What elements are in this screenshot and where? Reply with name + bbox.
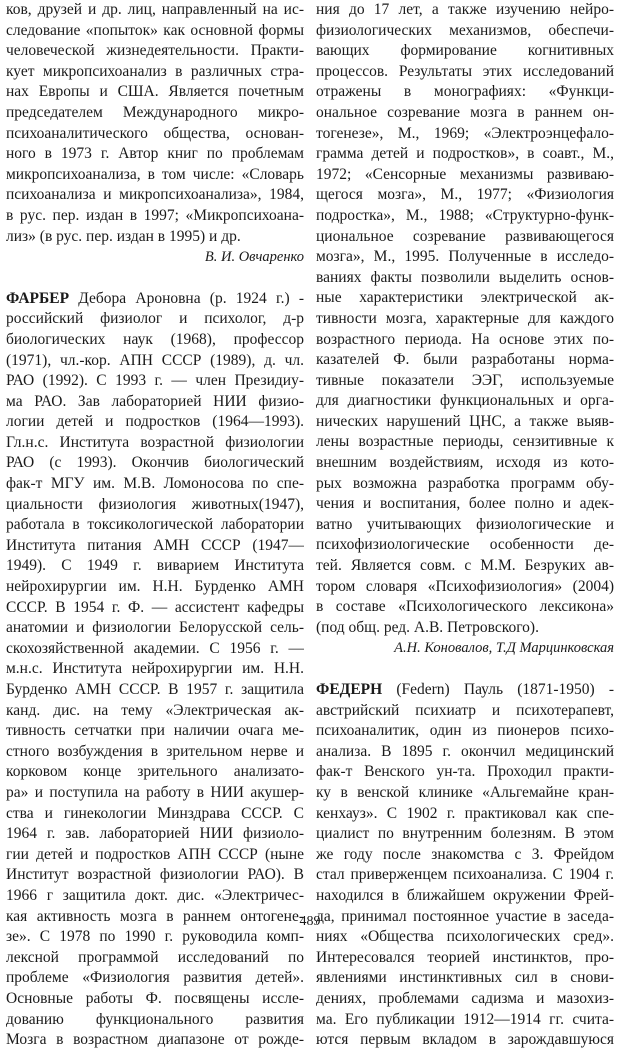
text-line: 1964 г. зав. лабораторией НИИ физиоло-	[6, 825, 304, 843]
text-line: российский физиолог и психолог, д-р	[6, 310, 304, 328]
entry-federn	[316, 680, 614, 1051]
text-line: работала в токсикологической лаборатории	[6, 516, 304, 534]
text-line: 1966 г защитила докт. дис. «Электричес-	[6, 886, 304, 904]
text-line: тей. Является совм. с М.М. Безруких ав-	[316, 557, 614, 575]
text-line: тивность сетчатки при наличии очага ме-	[6, 722, 304, 740]
text-line: (1971), чл.-кор. АПН СССР (1989), д. чл.	[6, 351, 304, 369]
text-line: лиз» (в рус. пер. издан в 1995) и др.	[6, 227, 241, 245]
text-line: отражены в монографиях: «Функци-	[316, 83, 614, 101]
text-line: лексной программой исследований по	[6, 948, 304, 966]
text-line: ков, друзей и др. лиц, направленный на ис-	[6, 1, 304, 18]
text-line: тором словаря «Психофизиология» (2004)	[316, 577, 614, 595]
text-line: дованию функционального развития	[6, 1010, 304, 1028]
text-line: человеческой жизнедеятельности. Практи-	[6, 42, 304, 60]
author-signature: А.Н. Коновалов, Т.Д Марцинковская	[394, 640, 614, 657]
left-column	[6, 0, 304, 1051]
entry-first-line-rest: Дебора Ароновна (р. 1924 г.) -	[69, 289, 304, 307]
text-line: кая активность мозга в раннем онтогене-	[6, 907, 304, 925]
text-line: в составе «Психологического лексикона»	[316, 598, 614, 616]
text-line: председателем Международного микро-	[6, 103, 304, 121]
text-line: СССР. В 1954 г. Ф. — ассистент кафедры	[6, 598, 304, 616]
text-line: кует микропсихоанализ в различных стра-	[6, 62, 304, 80]
text-line: физиологических механизмов, обеспечи-	[316, 21, 614, 39]
text-line: м.н.с. Института нейрохирургии им. Н.Н.	[6, 660, 304, 678]
text-line: для диагностики функциональных и орга-	[316, 392, 614, 410]
text-line: Интересовался теорией инстинктов, про-	[316, 948, 614, 966]
text-line: психофизиологические особенности де-	[316, 536, 614, 554]
text-line: Института питания АМН СССР (1947—	[6, 536, 304, 554]
text-line: РАО (1992). С 1993 г. — член Президиу-	[6, 372, 304, 390]
text-line: фак-т МГУ им. М.В. Ломоносова по спе-	[6, 475, 304, 493]
text-line: ные характеристики электрической ак-	[316, 289, 614, 307]
page-number: 489	[299, 914, 321, 929]
text-line: тивные показатели ЭЭГ, используемые	[316, 371, 614, 389]
text-line: кенхауз». С 1902 г. практиковал как спе-	[316, 804, 614, 822]
text-line: же году после знакомства с З. Фрейдом	[316, 845, 614, 863]
entry-first-line	[6, 289, 304, 310]
text-line: внешним воздействиям, исходя из кото-	[316, 454, 614, 472]
text-line: циальности физиология животных(1947),	[6, 495, 304, 513]
text-line: скохозяйственной академии. С 1956 г. —	[6, 639, 304, 657]
text-line: ма. Его публикации 1912—1914 гг. счита-	[316, 1010, 614, 1028]
text-line: психоанализа и микропсихоанализа», 1984,	[6, 186, 304, 204]
entry-first-line	[316, 680, 614, 701]
text-line: лены возрастные периоды, сензитивные к	[316, 433, 614, 451]
text-line: процессов. Результаты этих исследований	[316, 62, 614, 80]
entry-farber	[6, 289, 304, 1051]
text-line: фак-т Венского ун-та. Проходил практи-	[316, 763, 614, 781]
text-line: 1949). С 1949 г. виварием Института	[6, 557, 304, 575]
text-line: Институт возрастной физиологии РАО). В	[6, 866, 304, 884]
text-line: возрастного периода. На основе этих по-	[316, 330, 614, 348]
text-line: зе». С 1978 по 1990 г. руководила комп-	[6, 928, 304, 946]
text-line: (под общ. ред. А.В. Петровского).	[316, 618, 539, 636]
text-line: ства и гинекологии Минздрава СССР. С	[6, 804, 304, 822]
entry-farber-continued	[316, 0, 614, 659]
text-line: РАО (с 1993). Окончив биологический	[6, 454, 304, 472]
text-line: циональное созревание развивающегося	[316, 227, 614, 245]
text-line: стного возбуждения в зрительном нерве и	[6, 742, 304, 760]
text-line: ваниях факты позволили выделить основ-	[316, 268, 614, 286]
author-signature: В. И. Овчаренко	[204, 249, 304, 266]
entry-spacer	[316, 659, 614, 680]
text-line: ку в венской клинике «Альгемайне кран-	[316, 783, 614, 801]
text-line: корковом конце зрительного анализато-	[6, 763, 304, 781]
text-line: мозга», М., 1995. Полученные в исследо-	[316, 248, 614, 266]
text-line: Бурденко АМН СССР. В 1957 г. защитила	[6, 681, 304, 698]
entry-term: ФАРБЕР	[6, 289, 70, 307]
previous-entry-tail	[6, 0, 304, 268]
text-line: дениях, проблемами садизма и мазохиз-	[316, 989, 614, 1007]
text-line: Основные работы Ф. посвящены иссле-	[6, 989, 304, 1007]
text-line: микропсихоанализа, в том числе: «Словарь	[6, 165, 304, 183]
text-line: явлениями инстинктивных сил в снови-	[316, 969, 614, 987]
text-line: грамма детей и подростков», в соавт., М.,	[316, 145, 614, 163]
text-line: психоаналитического общества, основан-	[6, 124, 304, 142]
text-line: биологических наук (1968), профессор	[6, 330, 304, 348]
text-line: находился в ближайшем окружении Фрей-	[316, 886, 614, 904]
text-line: гии детей и подростков АПН СССР (ныне	[6, 845, 304, 863]
text-line: ниях «Общества психологических сред».	[316, 928, 614, 946]
text-line: чения и воспитания, более полно и адек-	[316, 495, 614, 513]
text-line: тивности мозга, характерные для каждого	[316, 309, 614, 327]
text-line: анатомии и физиологии Белорусской сель-	[6, 619, 304, 637]
text-line: казателей Ф. были разработаны норма-	[316, 351, 614, 369]
entry-first-line-rest: (Federn) Пауль (1871-1950) -	[382, 681, 614, 698]
text-line: ональное созревание мозга в раннем он-	[316, 103, 614, 121]
text-line: ного в 1973 г. Автор книг по проблемам	[6, 145, 304, 163]
text-line: да, принимал постоянное участие в заседа-	[316, 907, 614, 925]
text-line: проблеме «Физиология развития детей».	[6, 969, 304, 987]
text-line: нах Европы и США. Является почетным	[6, 83, 304, 101]
text-line: рых возможна разработка программ обу-	[316, 474, 614, 492]
text-line: вающих формирование когнитивных	[316, 42, 614, 60]
text-line: щегося мозга», М., 1977; «Физиология	[316, 186, 614, 204]
text-line: нейрохирургии им. Н.Н. Бурденко АМН	[6, 578, 304, 596]
text-line: нических нарушений ЦНС, а также выяв-	[316, 412, 614, 430]
text-line: в рус. пер. издан в 1997; «Микропсихоана-	[6, 206, 304, 224]
text-line: ния до 17 лет, а также изучению нейро-	[316, 1, 614, 18]
right-column	[316, 0, 614, 1051]
text-line: следование «попыток» как основной формы	[6, 21, 304, 39]
text-line: ма РАО. Зав лабораторией НИИ физио-	[6, 392, 304, 410]
text-line: тогенезе», М., 1969; «Электроэнцефало-	[316, 124, 614, 142]
text-line: ватно учитывающих физиологические и	[316, 515, 614, 533]
text-line: канд. дис. на тему «Электрическая ак-	[6, 701, 304, 719]
text-line: логии детей и подростков (1964—1993).	[6, 413, 304, 431]
text-line: ются первым вкладом в зарождавшуюся	[316, 1031, 614, 1049]
text-line: Мозга в возрастном диапазоне от рожде-	[6, 1031, 304, 1049]
text-line: анализа. В 1895 г. окончил медицинский	[316, 742, 614, 760]
text-line: циалист по внутренним болезням. В этом	[316, 825, 614, 843]
text-line: австрийский психиатр и психотерапевт,	[316, 701, 614, 719]
text-line: ра» и поступила на работу в НИИ акушер-	[6, 783, 304, 801]
text-line: Гл.н.с. Института возрастной физиологии	[6, 433, 304, 451]
text-line: 1972; «Сенсорные механизмы развиваю-	[316, 165, 614, 183]
text-line: психоаналитик, один из пионеров психо-	[316, 722, 614, 740]
text-line: стал приверженцем психоанализа. С 1904 г.	[316, 866, 614, 884]
entry-spacer	[6, 268, 304, 289]
text-line: подростка», М., 1988; «Структурно-функ-	[316, 206, 614, 224]
entry-term: ФЕДЕРН	[316, 681, 383, 698]
